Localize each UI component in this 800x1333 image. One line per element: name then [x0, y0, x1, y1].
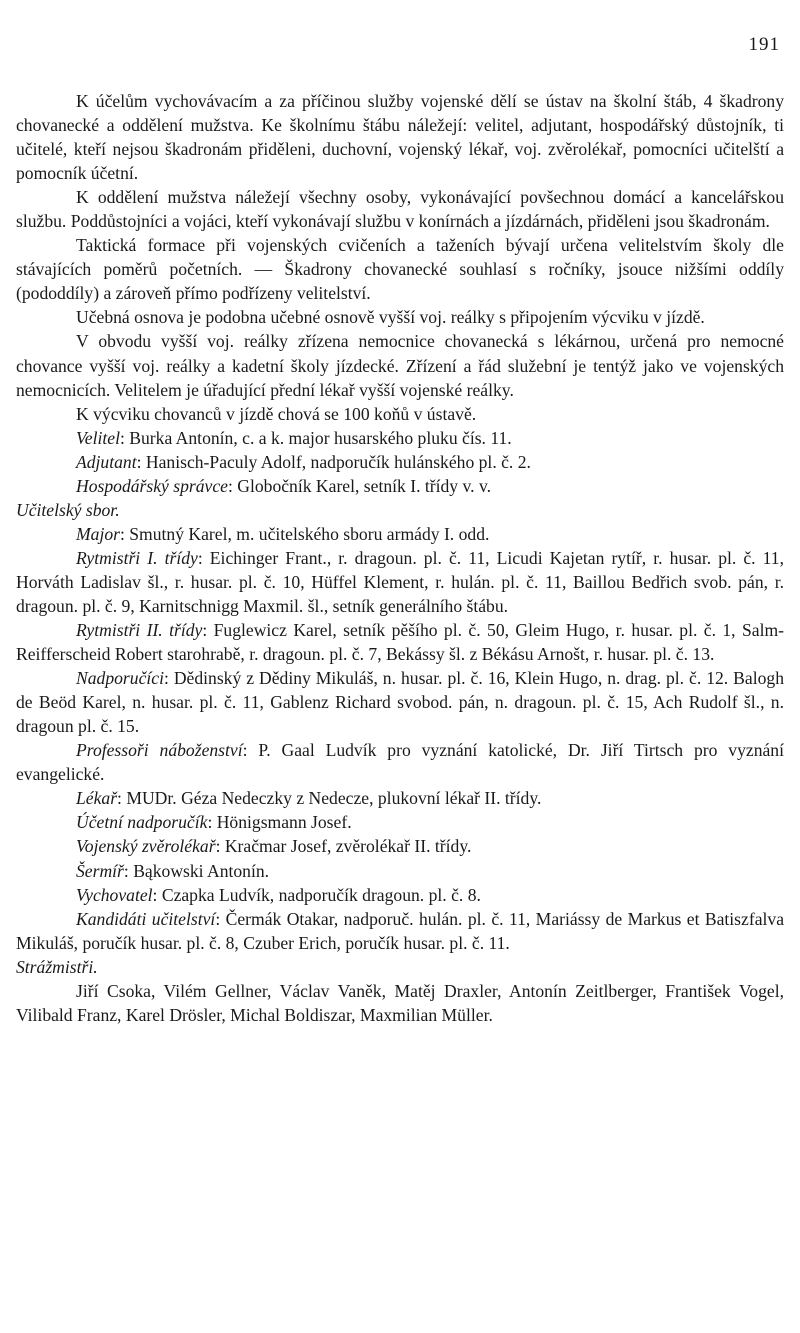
entry-quartermaster: [16, 474, 784, 498]
entry-text: : Dědinský z Dědiny Mikuláš, n. husar. pl. č. 16, Klein Hugo, n. drag. pl. č. 12. Balogh de Beöd Karel, n. husar. pl. č. 11, Gablenz Richard svobod. pán, n. dragoun. pl. č. 15, Ach Rudolf šl., n. dragoun pl. č. 15.: [16, 668, 784, 737]
entry-text: : Hönigsmann Josef.: [207, 812, 352, 833]
entry-teaching-candidates: [16, 907, 784, 955]
entry-role: Šermíř: [76, 860, 124, 881]
entry-role: Professoři náboženství: [76, 740, 243, 761]
entry-text: : Smutný Karel, m. učitelského sboru armády I. odd.: [119, 523, 490, 544]
entry-role: Hospodářský správce: [76, 475, 228, 496]
section-heading-sergeants: Strážmistři.: [16, 956, 98, 977]
entry-text: : Fuglewicz Karel, setník pěšího pl. č. 50, Gleim Hugo, r. husar. pl. č. 1, Salm-Reifferscheid Robert starohrabě, r. dragoun. pl. č. 7, Bekássy šl. z Békásu Arnošt, r. husar. pl. č. 13.: [16, 620, 784, 665]
entry-text: : Hanisch-Paculy Adolf, nadporučík hulánského pl. č. 2.: [136, 451, 531, 472]
paragraph-personnel-section: K oddělení mužstva náležejí všechny osoby, vykonávající povšechnou domácí a kancelářskou službu. Poddůstojníci a vojáci, kteří vykonávají službu v konírnách a jízdárnách, přiděleni jsou škadronám.: [16, 187, 784, 232]
entry-captains-first-class: [16, 546, 784, 618]
entry-role: Účetní nadporučík: [76, 812, 208, 833]
entry-major: [16, 522, 784, 546]
entry-role: Rytmistři II. třídy: [76, 620, 203, 641]
entry-religion-professors: [16, 738, 784, 786]
entry-role: Kandidáti učitelství: [76, 908, 216, 929]
section-heading-teachers: Učitelský sbor.: [16, 499, 120, 520]
entry-text: : MUDr. Géza Nedeczky z Nedecze, plukovní lékař II. třídy.: [117, 788, 542, 809]
entry-accounting-lieutenant: [16, 810, 784, 834]
entry-role: Vychovatel: [76, 884, 153, 905]
entry-veterinarian: [16, 834, 784, 858]
entry-text: : Bąkowski Antonín.: [123, 860, 270, 881]
entry-role: Major: [76, 523, 120, 544]
page-number: 191: [748, 34, 780, 55]
entry-text: : Czapka Ludvík, nadporučík dragoun. pl. č. 8.: [152, 884, 481, 905]
entry-text: : Čermák Otakar, nadporuč. hulán. pl. č. 11, Mariássy de Markus et Batiszfalva Mikuláš, poručík husar. pl. č. 8, Czuber Erich, poručík husar. pl. č. 11.: [16, 908, 785, 953]
entry-captains-second-class: [16, 618, 784, 666]
entry-commander: [16, 426, 784, 450]
paragraph-horses: K výcviku chovanců v jízdě chová se 100 koňů v ústavě.: [76, 403, 477, 424]
paragraph-tactical-formation: Taktická formace při vojenských cvičeních a taženích bývají určena velitelstvím školy dle stávajících poměrů početních. — Škadrony chovanecké souhlasí s ročníky, jsouce nižšími oddíly (pododdíly) a zároveň přímo podřízeny velitelství.: [16, 235, 784, 304]
entry-role: Lékař: [76, 788, 118, 809]
entry-first-lieutenants: [16, 666, 784, 738]
entry-adjutant: [16, 450, 784, 474]
entry-role: Rytmistři I. třídy: [76, 547, 198, 568]
entry-text: : Burka Antonín, c. a k. major husarského pluku čís. 11.: [119, 427, 512, 448]
entry-text: : P. Gaal Ludvík pro vyznání katolické, Dr. Jiří Tirtsch pro vyznání evangelické.: [16, 740, 784, 785]
entry-tutor: [16, 883, 784, 907]
paragraph-hospital: V obvodu vyšší voj. reálky zřízena nemocnice chovanecká s lékárnou, určená pro nemocné chovance vyšší voj. reálky a kadetní školy jízdecké. Zřízení a řád služební je tentýž jako ve vojenských nemocnicích. Velitelem je úřadující přední lékař vyšší vojenské reálky.: [16, 331, 784, 400]
entry-text: : Eichinger Frant., r. dragoun. pl. č. 11, Licudi Kajetan rytíř, r. husar. pl. č. 11, Horváth Ladislav šl., r. husar. pl. č. 10, Hüffel Klement, r. hulán. pl. č. 11, Baillou Bedřich svob. pán, r. dragoun. pl. č. 9, Karnitschnigg Maxmil. šl., setník generálního štábu.: [16, 547, 784, 616]
entry-text: : Globočník Karel, setník I. třídy v. v.: [227, 475, 492, 496]
paragraph-sergeants: Jiří Csoka, Vilém Gellner, Václav Vaněk, Matěj Draxler, Antonín Zeitlberger, František Vogel, Vilibald Franz, Karel Drösler, Michal Boldiszar, Maxmilian Müller.: [16, 980, 784, 1025]
entry-role: Vojenský zvěrolékař: [76, 836, 216, 857]
entry-fencing-master: [16, 859, 784, 883]
paragraph-curriculum: Učebná osnova je podobna učebné osnově vyšší voj. reálky s připojením výcviku v jízdě.: [76, 307, 705, 328]
entry-role: Nadporučíci: [76, 668, 164, 689]
paragraph-organization: K účelům vychovávacím a za příčinou služby vojenské dělí se ústav na školní štáb, 4 škadrony chovanecké a oddělení mužstva. Ke školnímu štábu náležejí: velitel, adjutant, hospodářský důstojník, ti učitelé, kteří nejsou škadronám přiděleni, duchovní, vojenský lékař, voj. zvěrolékař, pomocníci učitelští a pomocník účetní.: [16, 91, 784, 184]
entry-physician: [16, 786, 784, 810]
page-body: [16, 89, 784, 1027]
entry-role: Adjutant: [76, 451, 137, 472]
entry-role: Velitel: [76, 427, 120, 448]
entry-text: : Kračmar Josef, zvěrolékař II. třídy.: [215, 836, 472, 857]
